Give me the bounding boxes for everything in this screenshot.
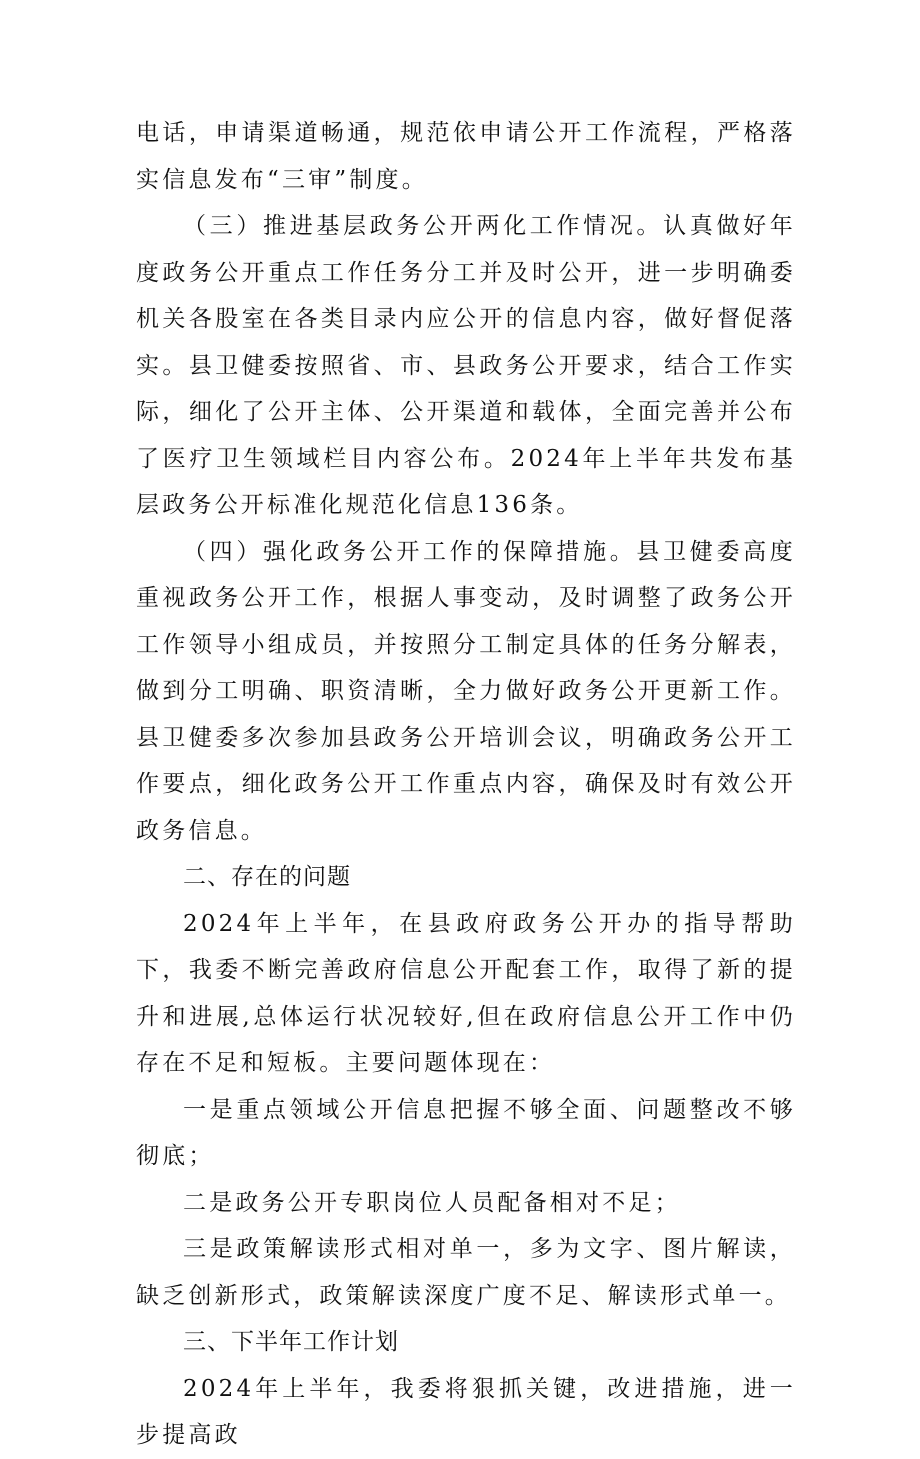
paragraph-problem-three: 三是政策解读形式相对单一，多为文字、图片解读，缺乏创新形式，政策解读深度广度不足、解读形式单一。 — [136, 1236, 796, 1309]
document-body — [136, 110, 796, 1459]
paragraph-problem-one: 一是重点领域公开信息把握不够全面、问题整改不够彻底； — [136, 1096, 796, 1169]
paragraph-continuation: 电话，申请渠道畅通，规范依申请公开工作流程，严格落实信息发布“三审”制度。 — [136, 120, 796, 193]
paragraph-grassroots-disclosure: （三）推进基层政务公开两化工作情况。认真做好年度政务公开重点工作任务分工并及时公开，进一步明确委机关各股室在各类目录内应公开的信息内容，做好督促落实。县卫健委按照省、市、县政务公开要求，结合工作实际，细化了公开主体、公开渠道和载体，全面完善并公布了医疗卫生领域栏目内容公布。2024年上半年共发布基层政务公开标准化规范化信息136条。 — [136, 213, 796, 518]
section-heading-plan: 三、下半年工作计划 — [183, 1329, 399, 1355]
paragraph-safeguard-measures: （四）强化政务公开工作的保障措施。县卫健委高度重视政务公开工作，根据人事变动，及时调整了政务公开工作领导小组成员，并按照分工制定具体的任务分解表，做到分工明确、职资清晰，全力做好政务公开更新工作。县卫健委多次参加县政务公开培训会议，明确政务公开工作要点，细化政务公开工作重点内容，确保及时有效公开政务信息。 — [136, 538, 796, 844]
paragraph-problem-two: 二是政务公开专职岗位人员配备相对不足； — [183, 1189, 681, 1216]
paragraph-plan-intro: 2024年上半年，我委将狠抓关键，改进措施，进一步提高政 — [136, 1375, 796, 1448]
paragraph-problems-intro: 2024年上半年，在县政府政务公开办的指导帮助下，我委不断完善政府信息公开配套工作，取得了新的提升和进展,总体运行状况较好,但在政府信息公开工作中仍存在不足和短板。主要问题体现在： — [136, 910, 796, 1076]
section-heading-problems: 二、存在的问题 — [183, 864, 351, 890]
